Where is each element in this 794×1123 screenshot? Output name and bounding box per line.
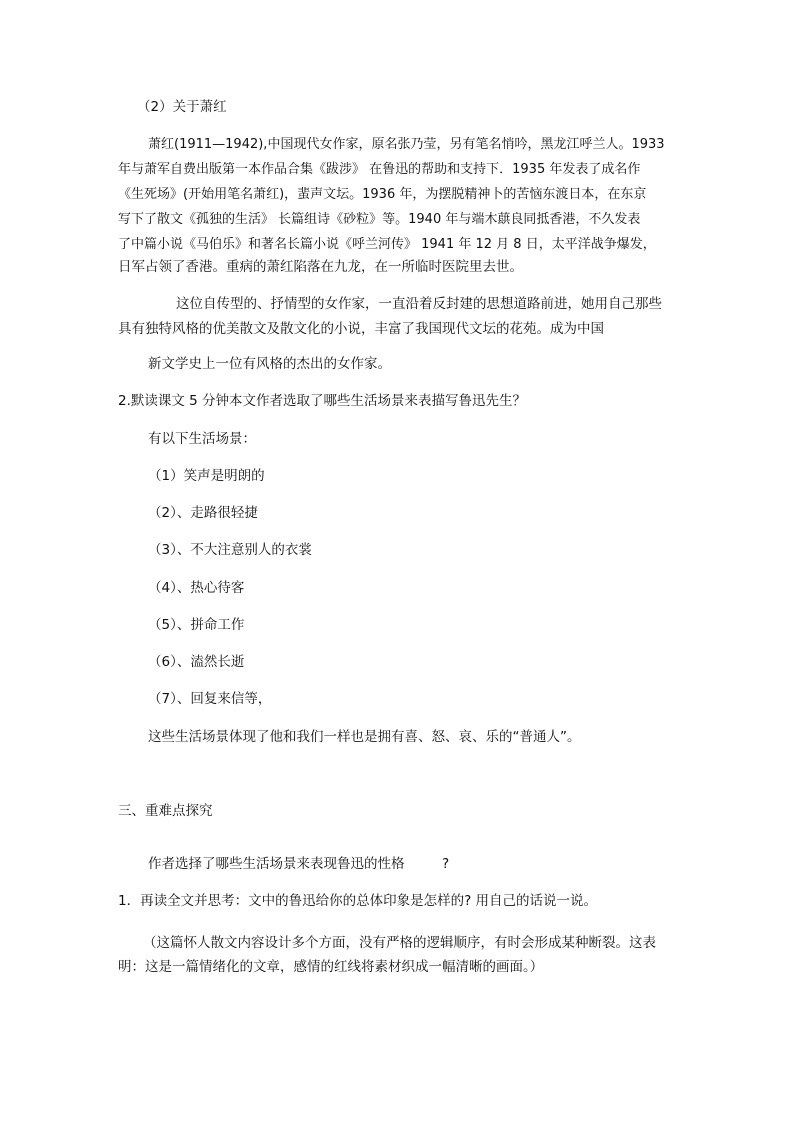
bio-line: 《生死场》(开始用笔名萧红)，蜚声文坛。1936 年，为摆脱精神卜的苦恼东渡日本，在东京 xyxy=(118,187,647,202)
list-item: （1）笑声是明朗的 xyxy=(148,468,265,484)
scenes-summary: 这些生活场景体现了他和我们一样也是拥有喜、怒、哀、乐的“普通人”。 xyxy=(148,729,581,745)
item-1-question: 1．再读全文并思考：文中的鲁迅给你的总体印象是怎样的? 用自己的话说一说。 xyxy=(118,893,598,909)
list-item: （6）、溘然长逝 xyxy=(148,654,245,670)
appraisal-line: 新文学史上一位有风格的杰出的女作家。 xyxy=(148,356,391,372)
list-item: （5）、拼命工作 xyxy=(148,617,245,633)
bio-line: 日军占领了香港。重病的萧红陷落在九龙，在一所临时医院里去世。 xyxy=(118,259,523,275)
section-3-question-mark: ? xyxy=(442,856,450,872)
scenes-intro: 有以下生活场景： xyxy=(148,431,256,447)
list-item: （2）、走路很轻捷 xyxy=(148,505,258,521)
answer-line: 明：这是一篇情绪化的文章，感情的红线将素材织成一幅清晰的画面。） xyxy=(118,959,544,975)
bio-line: 了中篇小说《马伯乐》和著名长篇小说《呼兰河传》 1941 年 12 月 8 日，太平洋战争爆发， xyxy=(118,237,656,252)
bio-line: 萧红(1911—1942),中国现代女作家，原名张乃莹，另有笔名悄吟，黑龙江呼兰人。1933 xyxy=(148,137,665,152)
list-item: （7）、回复来信等， xyxy=(148,691,272,707)
bio-line: 写下了散文《孤独的生活》 长篇组诗《砂粒》等。1940 年与端木蕻良同抵香港，不久发表 xyxy=(118,212,641,227)
section-heading-xiaohong: （2）关于萧红 xyxy=(137,99,227,115)
section-3-heading: 三、重难点探究 xyxy=(118,803,213,819)
section-3-question: 作者选择了哪些生活场景来表现鲁迅的性格 xyxy=(148,856,405,872)
list-item: （4）、热心待客 xyxy=(148,580,245,596)
answer-line: （这篇怀人散文内容设计多个方面，没有严格的逻辑顺序，有时会形成某种断裂。这表 xyxy=(143,935,656,951)
bio-line: 年与萧军自费出版第一本作品合集《跋涉》 在鲁迅的帮助和支持下．1935 年发表了成名作 xyxy=(118,162,641,177)
appraisal-line: 具有独特风格的优美散文及散文化的小说，丰富了我国现代文坛的花苑。成为中国 xyxy=(118,321,604,337)
list-item: （3）、不大注意别人的衣裳 xyxy=(148,542,312,558)
appraisal-line: 这位自传型的、抒情型的女作家，一直沿着反封建的思想道路前进，她用自己那些 xyxy=(176,296,662,312)
question-2: 2.默读课文 5 分钟本文作者选取了哪些生活场景来表描写鲁迅先生？ xyxy=(118,393,527,409)
